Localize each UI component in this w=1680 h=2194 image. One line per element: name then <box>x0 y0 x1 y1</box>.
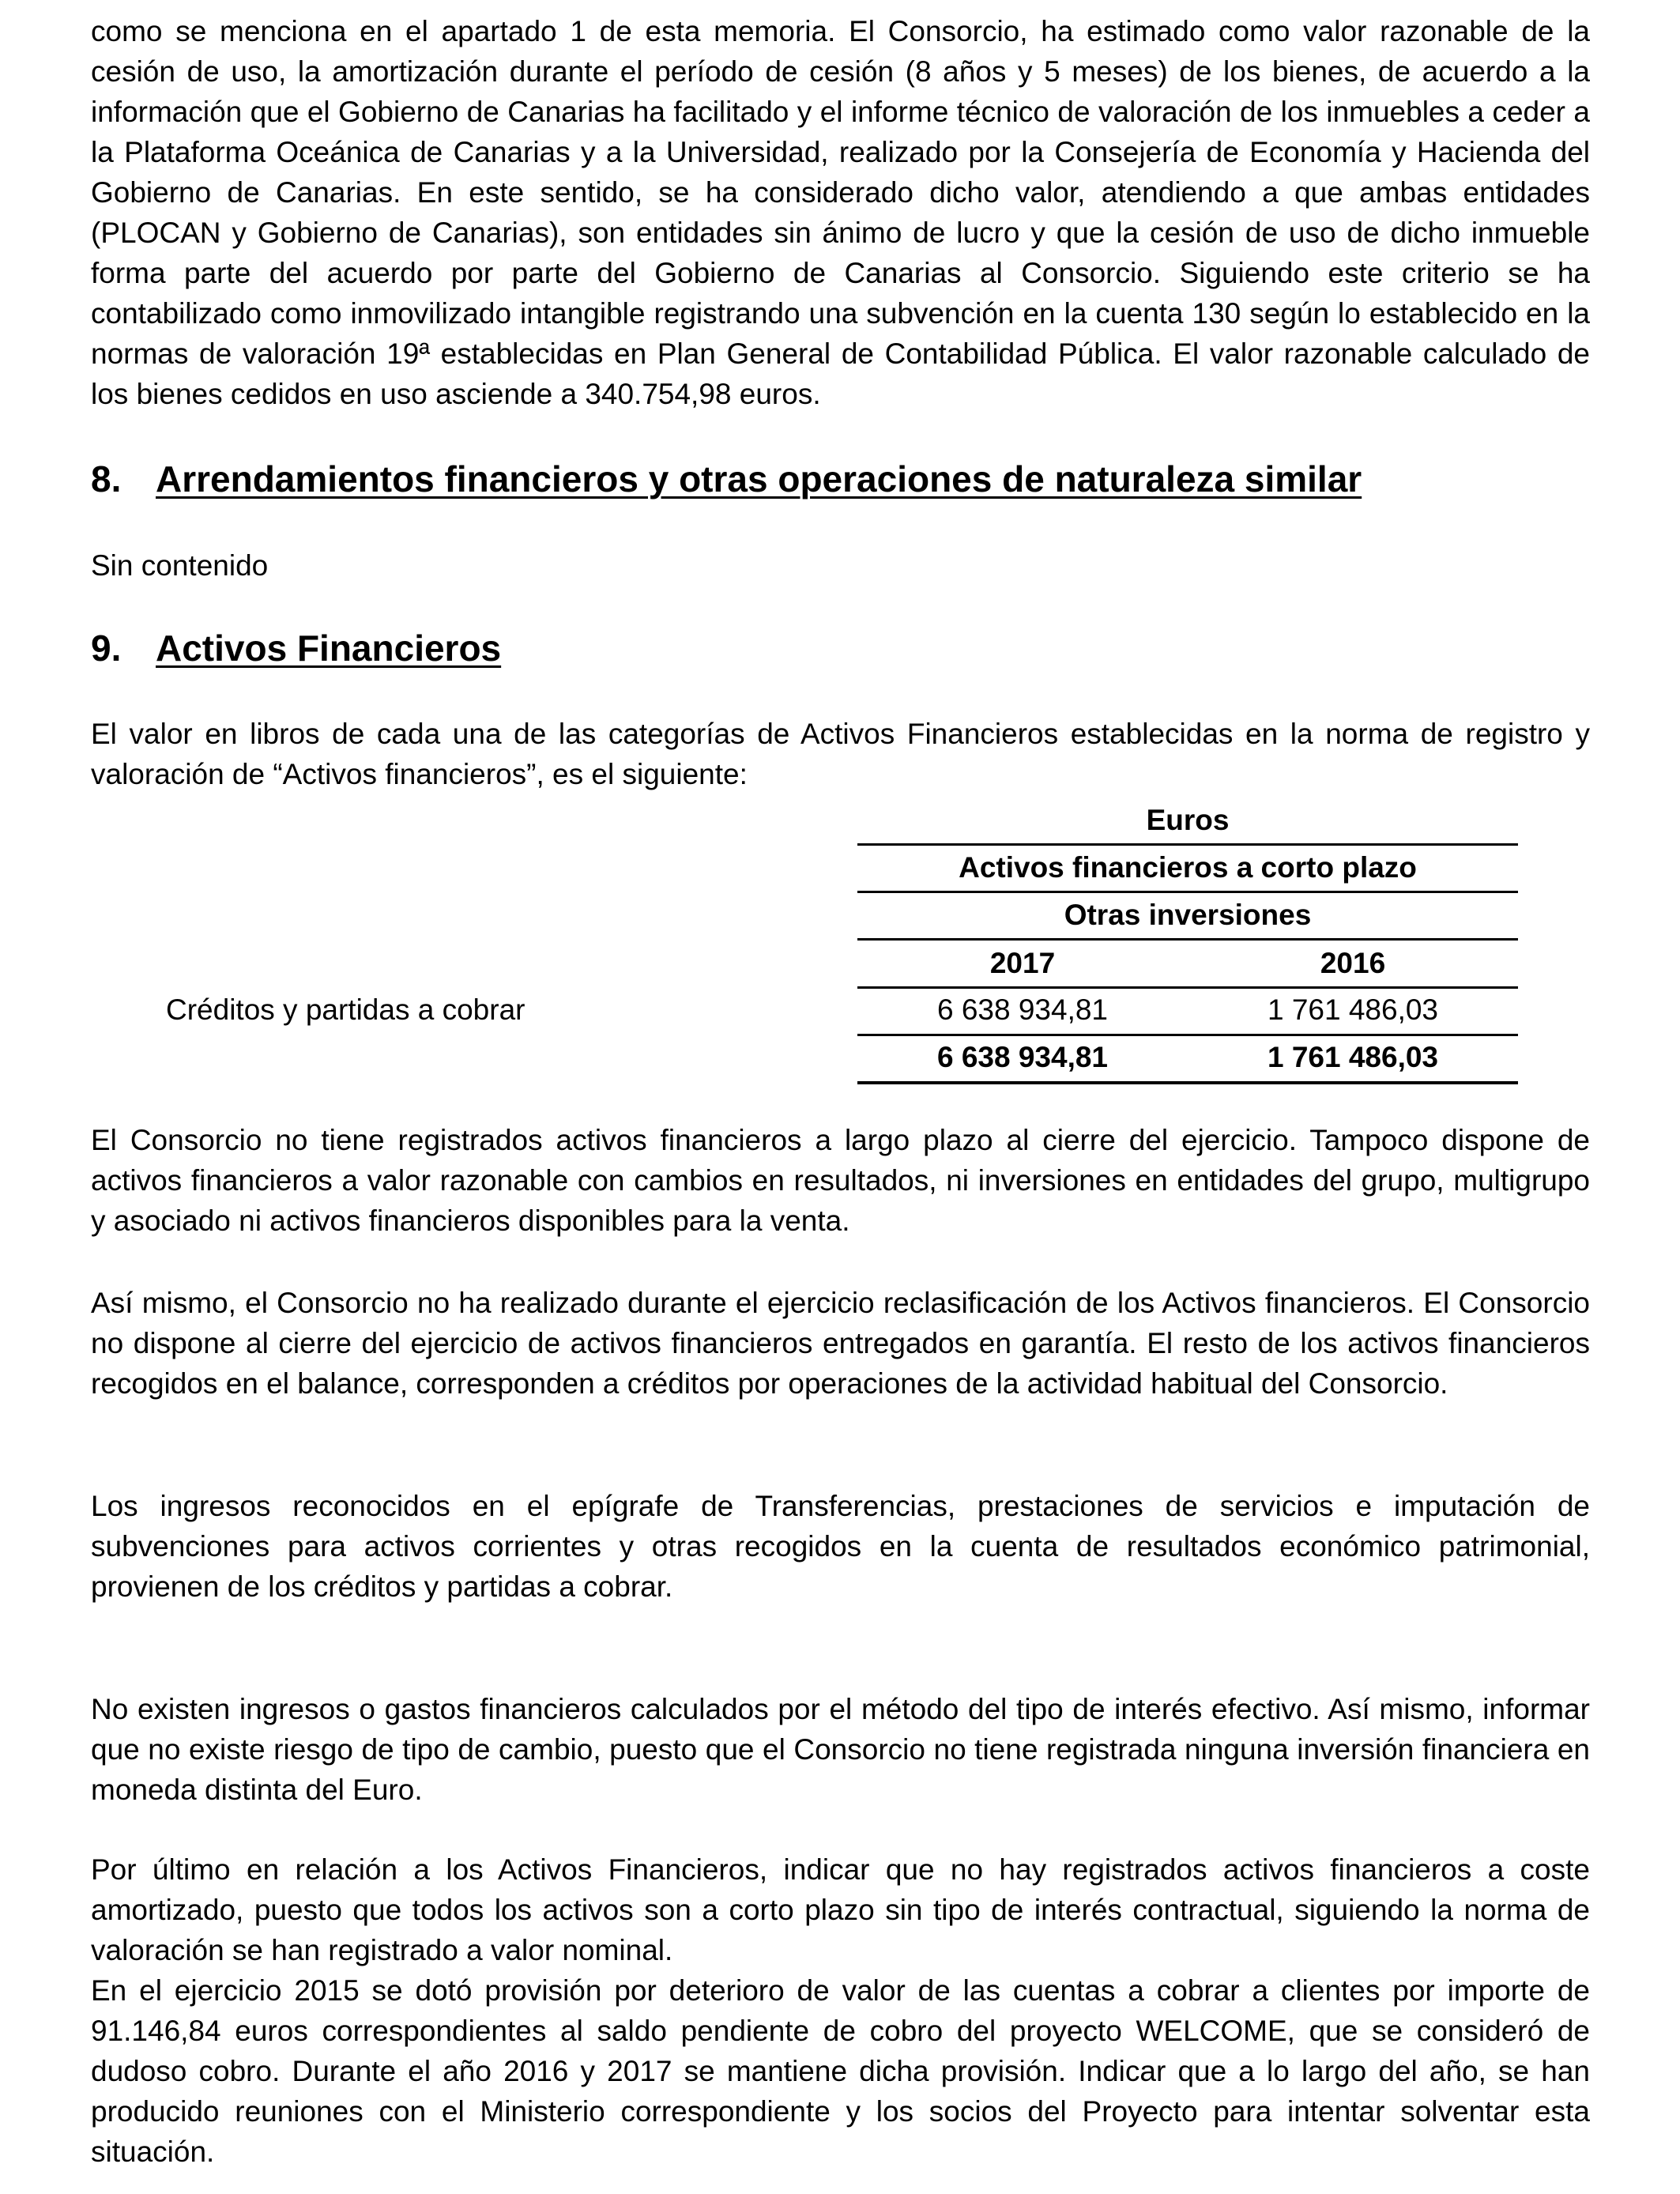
section-9-number: 9. <box>91 628 122 669</box>
table-rule-bottom <box>857 1081 1518 1084</box>
table-col-2017: 2017 <box>989 947 1056 979</box>
section-9-title: Activos Financieros <box>156 628 502 669</box>
table-rule <box>857 938 1518 941</box>
paragraph-reclasificacion: Así mismo, el Consorcio no ha realizado durante el ejercicio reclasificación de los Activos financieros. El Consorcio no dispone al cierre del ejercicio de activos financieros entregados en garantía. El resto de los activos financieros recogidos en el balance, corresponden a créditos por operaciones de la actividad habitual del Consorcio. <box>91 1287 1590 1400</box>
table-total-2017: 6 638 934,81 <box>936 1041 1109 1073</box>
table-rule <box>857 843 1518 846</box>
table-header-sub: Otras inversiones <box>1064 899 1312 931</box>
paragraph-largo-plazo: El Consorcio no tiene registrados activos financieros a largo plazo al cierre del ejercicio. Tampoco dispone de activos financieros a valor razonable con cambios en resultados, ni inversiones en entidades del grupo, multigrupo y asociado ni activos financieros disponibles para la venta. <box>91 1124 1590 1237</box>
paragraph-cesion-uso: como se menciona en el apartado 1 de esta memoria. El Consorcio, ha estimado como valor razonable de la cesión de uso, la amortización durante el período de cesión (8 años y 5 meses) de los bienes, de acuerdo a la información que el Gobierno de Canarias ha facilitado y el informe técnico de valoración de los inmuebles a ceder a la Plataforma Oceánica de Canarias y a la Universidad, realizado por la Consejería de Economía y Hacienda del Gobierno de Canarias. En este sentido, se ha considerado dicho valor, atendiendo a que ambas entidades (PLOCAN y Gobierno de Canarias), son entidades sin ánimo de lucro y que la cesión de uso de dicho inmueble forma parte del acuerdo por parte del Gobierno de Canarias al Consorcio. Siguiendo este criterio se ha contabilizado como inmovilizado intangible registrando una subvención en la cuenta 130 según lo establecido en la normas de valoración 19ª establecidas en Plan General de Contabilidad Pública. El valor razonable calculado de los bienes cedidos en uso asciende a 340.754,98 euros. <box>91 15 1590 410</box>
table-cell-2017: 6 638 934,81 <box>936 993 1109 1026</box>
financial-assets-table <box>91 800 1590 1084</box>
table-rule <box>857 1034 1518 1036</box>
table-header-currency: Euros <box>1146 804 1230 836</box>
section-8-body: Sin contenido <box>91 549 269 582</box>
section-8-heading <box>91 457 1362 501</box>
table-row-label: Créditos y partidas a cobrar <box>166 993 525 1026</box>
paragraph-valor-libros: El valor en libros de cada una de las categorías de Activos Financieros establecidas en la norma de registro y valoración de “Activos financieros”, es el siguiente: <box>91 718 1590 790</box>
table-header-group: Activos financieros a corto plazo <box>959 851 1417 884</box>
table-cell-2016: 1 761 486,03 <box>1267 993 1439 1026</box>
table-total-2016: 1 761 486,03 <box>1267 1041 1439 1073</box>
table-col-2016: 2016 <box>1320 947 1386 979</box>
paragraph-provision: En el ejercicio 2015 se dotó provisión por deterioro de valor de las cuentas a cobrar a clientes por importe de 91.146,84 euros correspondientes al saldo pendiente de cobro del proyecto WELCOME, que se consideró de dudoso cobro. Durante el año 2016 y 2017 se mantiene dicha provisión. Indicar que a lo largo del año, se han producido reuniones con el Ministerio correspondiente y los socios del Proyecto para intentar solventar esta situación. <box>91 1974 1590 2168</box>
paragraph-interes-efectivo: No existen ingresos o gastos financieros calculados por el método del tipo de interés efectivo. Así mismo, informar que no existe riesgo de tipo de cambio, puesto que el Consorcio no tiene registrada ninguna inversión financiera en moneda distinta del Euro. <box>91 1693 1590 1806</box>
paragraph-coste-amortizado: Por último en relación a los Activos Financieros, indicar que no hay registrados activos financieros a coste amortizado, puesto que todos los activos son a corto plazo sin tipo de interés contractual, siguiendo la norma de valoración se han registrado a valor nominal. <box>91 1853 1590 1966</box>
table-rule <box>857 986 1518 989</box>
paragraph-ingresos: Los ingresos reconocidos en el epígrafe de Transferencias, prestaciones de servicios e imputación de subvenciones para activos corrientes y otras recogidos en la cuenta de resultados económico patrimonial, provienen de los créditos y partidas a cobrar. <box>91 1490 1590 1603</box>
section-8-title: Arrendamientos financieros y otras operaciones de naturaleza similar <box>156 458 1362 499</box>
section-8-number: 8. <box>91 458 122 499</box>
section-9-heading <box>91 626 501 670</box>
table-rule <box>857 891 1518 893</box>
